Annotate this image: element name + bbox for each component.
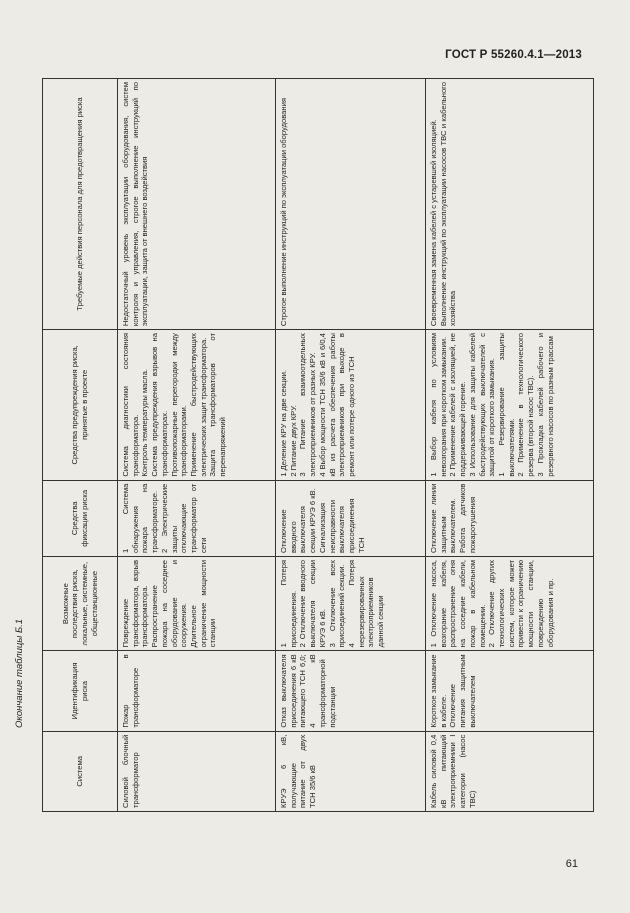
table-cell: 1 Отключение насоса, возгорание кабеля, распространение огня на соседние кабели, пожар в кабельном помещении. 2 Отключение других технологических систем, которое может привести к ограничению мощности станции, повреждению оборудования и пр.	[426, 556, 594, 650]
table-cell: Пожар в трансформаторе	[118, 651, 276, 731]
column-header: Идентификация риска	[43, 651, 118, 731]
table-caption: Окончание таблицы Б.1	[14, 618, 25, 728]
table-cell: Отказ выключателя присоединения 6 кВ питающего ТСН 6,0; 4 кВ трансформаторной подстанции	[276, 651, 426, 731]
table-cell: Своевременная замена кабелей с устаревшей изоляцией. Выполнение инструкций по эксплуатации насосов ТВС и кабельного хозяйства	[426, 79, 594, 330]
table-row	[426, 79, 594, 812]
table-cell: Отключение линии защитным выключателем. Работа датчиков пожаротушения	[426, 480, 594, 556]
table-cell: Короткое замыкание в кабеле. Отключение питания защитным выключателем	[426, 651, 594, 731]
column-header: Требуемые действия персонала для предотвращения риска	[43, 79, 118, 330]
table-cell: Система диагностики состояния трансформатора. Контроль температуры масла. Система предупреждения взрывов на трансформаторах. Противопожарные перегородки между трансформаторами. Применение быстродействующих электрических защит трансформатора. Защита трансформаторов от перенапряжений	[118, 330, 276, 481]
risk-table	[42, 78, 594, 812]
table-cell: Строгое выполнение инструкций по эксплуатации оборудования	[276, 79, 426, 330]
table-row	[276, 79, 426, 812]
column-header: Система	[43, 731, 118, 811]
table-cell: Силовой блочный трансформатор	[118, 731, 276, 811]
table-cell: Отключение вводного выключателя секции КРУЭ 6 кВ. Сигнализация неисправности выключателя присоединения ТСН	[276, 480, 426, 556]
table-cell: 1 Потеря присоединения. 2 Отключение вводного выключателя секции КРУЭ 6 кВ. 3 Отключение всех присоединений секции. 4 Потеря нерезервированных электроприемников данной секции	[276, 556, 426, 650]
table-cell: 1 Деление КРУ на две секции. 2 Питание двух КРУ. 3 Питание взаимоотдельных электроприемников от разных КРУ. 4 Выбор мощности ТСН 35/6 кВ и 6/0,4 кВ из расчета обеспечения работы электроприемников при выходе в ремонт или потере одного из ТСН	[276, 330, 426, 481]
table-row	[118, 79, 276, 812]
table-header-row	[43, 79, 118, 812]
rotated-table-container	[42, 78, 586, 812]
table-cell: Кабель силовой 0,4 кВ питающий электроприемники I категории (насос ТВС)	[426, 731, 594, 811]
page-number: 61	[565, 858, 578, 870]
table-cell: 1 Система обнаружения пожара на трансформаторе. 2 Электрические защиты отключающие трансформатор от сети	[118, 480, 276, 556]
table-cell: Повреждение трансформатора, взрыв трансформатора. Распространение пожара на соседнее оборудование и сооружения. Длительное ограничение мощности станции	[118, 556, 276, 650]
table-cell: КРУЭ 6 кВ, получающие питание от двух ТСН 35/6 кВ	[276, 731, 426, 811]
standard-header: ГОСТ Р 55260.4.1—2013	[445, 49, 582, 61]
table-cell: 1 Выбор кабеля по условиям невозгорания при коротком замыкании. 2 Применение кабелей с изоляцией, не поддерживающей горение. 3 Использование для защиты кабелей быстродействующих выключателей с защитой от короткого замыкания. 1 Резервирование защиты выключателями. 2 Применение в технологического резерва (второй насос ТВС). 3 Прокладка кабелей рабочего и резервного насосов по разным трассам	[426, 330, 594, 481]
column-header: Средства предупреждения риска, принятые в проекте	[43, 330, 118, 481]
column-header: Возможные последствия риска, локальные, системные, общестанционные	[43, 556, 118, 650]
table-cell: Недостаточный уровень эксплуатации оборудования, систем контроля и управления, строгое выполнение инструкций по эксплуатации, защита от внешнего воздействия	[118, 79, 276, 330]
column-header: Средства фиксации риска	[43, 480, 118, 556]
